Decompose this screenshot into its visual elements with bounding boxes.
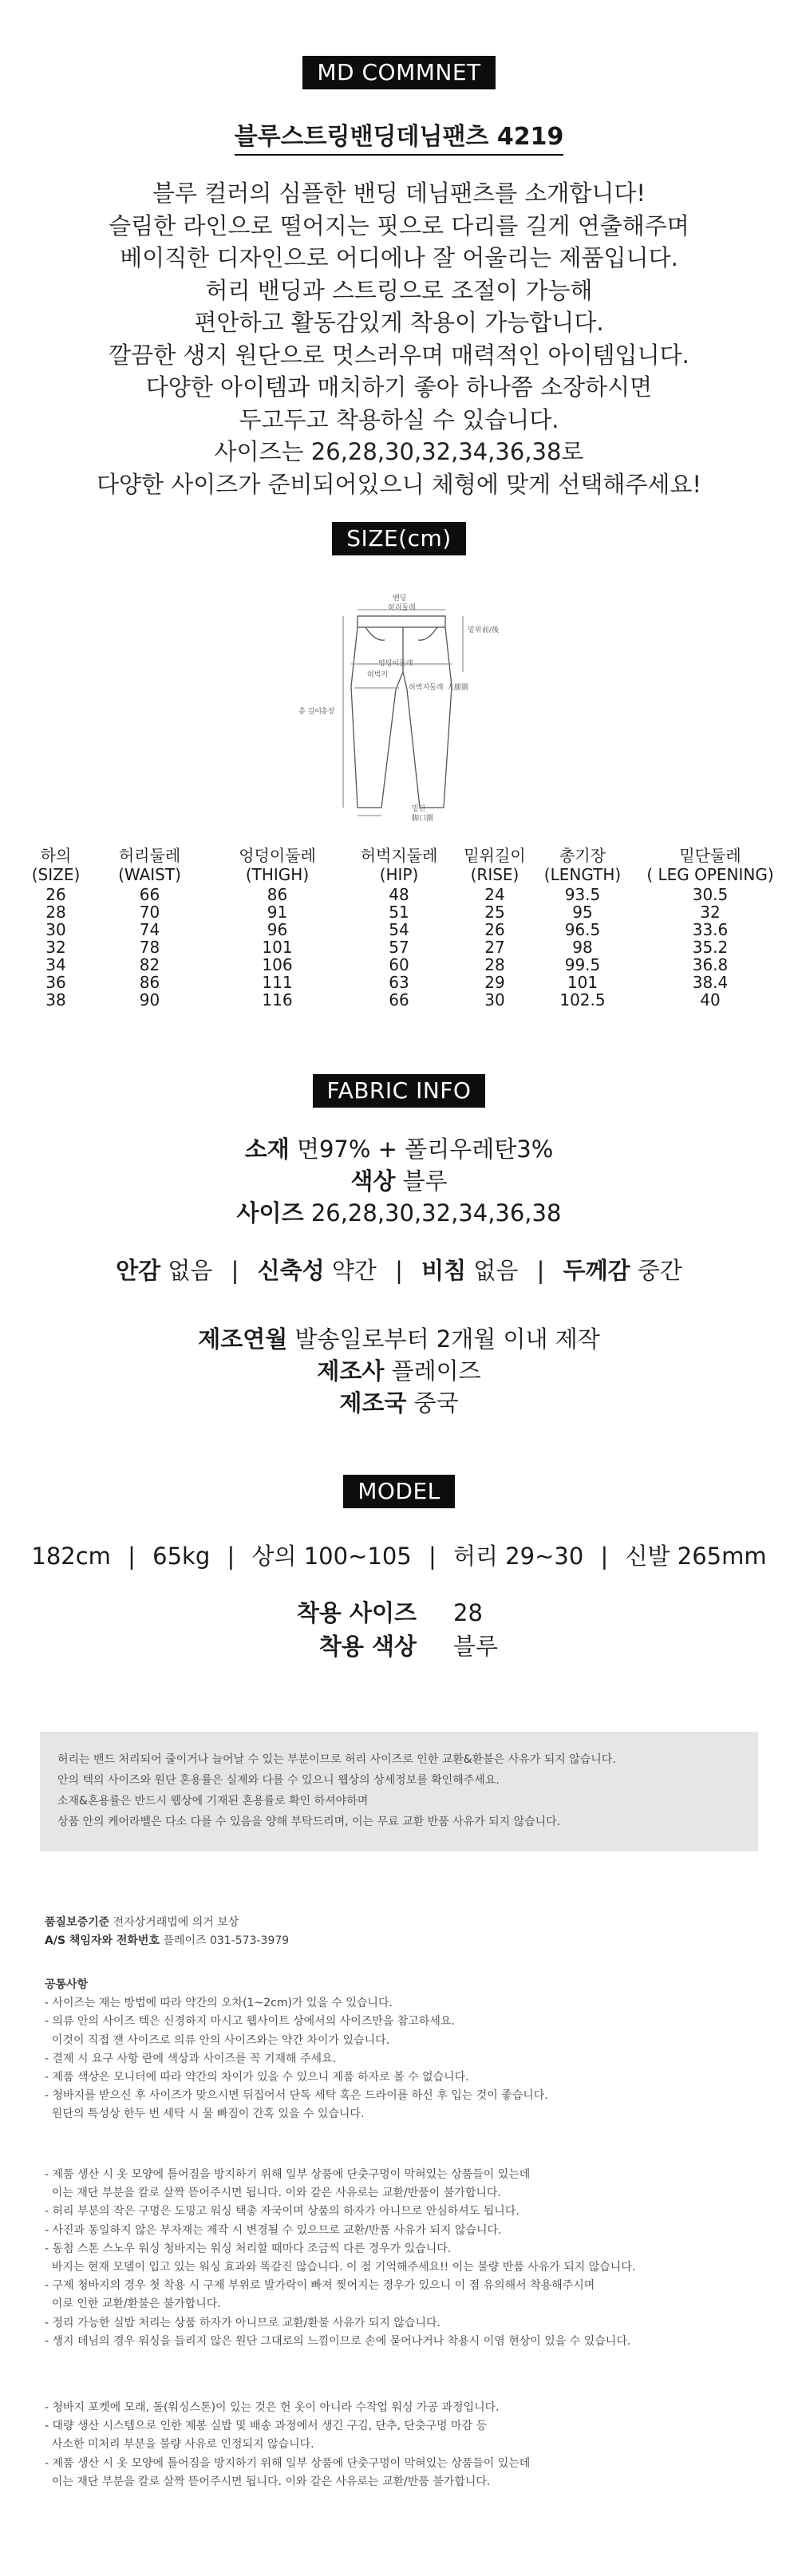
diagram-label-thigh: 허벅지 [367,671,389,679]
fit-size-value: 28 [453,1599,483,1626]
model-weight: 65kg [152,1543,211,1570]
size-cell: 36.8 [692,955,729,974]
as-line [45,1932,798,1950]
size-cell: 29 [484,973,505,992]
size-cell: 96 [267,920,288,939]
fabric-attributes [0,1254,798,1286]
size-header-cell [88,846,211,884]
size-row [0,974,798,991]
size-cell: 66 [139,885,160,904]
size-row [0,956,798,974]
size-header-cell [24,846,88,884]
common-note-line: - 청바지를 받으신 후 사이즈가 맞으시면 뒤집어서 단독 세탁 혹은 드라이를 하신 후 입는 것이 좋습니다. [45,2089,548,2103]
quality-value: 전자상거래법에 의거 보상 [113,1916,239,1929]
size-cell: 35.2 [692,938,729,957]
note-line: - 제품 생산 시 옷 모양에 틀어짐을 방지하기 위해 일부 상품에 단춧구멍이 막혀있는 상품들이 있는데 [45,2168,531,2181]
common-note-line: - 결제 시 요구 사항 란에 색상과 사이즈를 꼭 기재해 주세요. [45,2052,337,2065]
md-description-line: 베이직한 디자인으로 어디에나 잘 어울리는 제품입니다. [120,244,678,271]
size-cell: 28 [45,903,66,922]
notice-line: 소재&혼용률은 반드시 웹상에 기재된 혼용률로 확인 하셔야하며 [57,1795,369,1808]
size-cell: 24 [484,885,505,904]
sheer-value: 없음 [473,1257,519,1284]
notice-box [40,1732,758,1851]
common-notes [0,1976,798,2124]
diagram-label-rise2: 前/後 [482,626,500,634]
separator: | [395,1257,403,1284]
size-tag: SIZE(cm) [332,522,465,555]
note-line: 이로 인한 교환/환불은 불가합니다. [45,2297,221,2311]
size-header-text: 허리둘레 [118,846,181,865]
size-cell: 30.5 [692,885,729,904]
size-header-text: 총기장 [559,846,606,865]
separator: | [231,1257,239,1284]
sheer-key: 비침 [421,1257,467,1284]
md-description [0,177,798,500]
notice-line: 상품 안의 케어라벨은 다소 다를 수 있음을 양해 부탁드리며, 이는 무료 교환 반품 사유가 되지 않습니다. [57,1815,561,1828]
size-cell: 95 [572,903,593,922]
model-top: 상의 100~105 [251,1543,412,1570]
maker-value: 플레이즈 [391,1357,481,1385]
size-key: 사이즈 [236,1199,304,1227]
separator: | [536,1257,545,1284]
size-cell: 28 [484,955,505,974]
size-cell: 30 [484,990,505,1009]
mfg-date-key: 제조연월 [198,1326,288,1353]
thickness-key: 두께감 [563,1257,630,1284]
size-row [0,991,798,1009]
note-line: - 정리 가능한 실밥 처리는 상품 하자가 아니므로 교환/환불 사유가 되지 않습니다. [45,2316,440,2329]
size-table-header [0,846,798,886]
model-tag: MODEL [343,1475,455,1508]
note-line: 이는 재단 부분을 칼로 살짝 뜯어주시면 됩니다. 이와 같은 사유로는 교환/반품 불가합니다. [45,2475,491,2488]
note-line: - 제품 생산 시 옷 모양에 틀어짐을 방지하기 위해 일부 상품에 단춧구멍이 막혀있는 상품들이 있는데 [45,2456,531,2470]
size-header-text: (SIZE) [31,865,81,884]
size-cell: 102.5 [559,990,606,1009]
size-header-cell [535,846,630,884]
model-section [0,1475,798,1508]
notice-line: 허리는 밴드 처리되어 줄이거나 늘어날 수 있는 부분이므로 허리 사이즈로 인한 교환&환불은 사유가 되지 않습니다. [57,1753,616,1766]
size-cell: 106 [262,955,293,974]
size-cell: 40 [700,990,721,1009]
common-note-line: - 제품 색상은 모니터에 따라 약간의 차이가 있을 수 있으니 제품 하자로 볼 수 없습니다. [45,2071,469,2084]
md-description-line: 두고두고 착용하실 수 있습니다. [239,405,559,433]
size-cell: 30 [45,920,66,939]
size-cell: 38 [45,990,66,1009]
lining-key: 안감 [116,1257,161,1284]
size-cell: 98 [572,938,593,957]
country-line [0,1387,798,1419]
size-cell: 27 [484,938,505,957]
as-value: 플레이즈 031-573-3979 [163,1934,290,1948]
size-cell: 48 [389,885,409,904]
size-cell: 51 [389,903,409,922]
quality-key: 품질보증기준 [45,1916,110,1929]
common-list [45,1994,798,2124]
size-header-text: 엉덩이둘레 [239,846,316,865]
fabric-attributes-line [0,1254,798,1286]
md-description-line: 다양한 아이템과 매치하기 좋아 하나쯤 소장하시면 [145,373,653,401]
country-key: 제조국 [339,1389,407,1416]
size-cell: 111 [262,973,293,992]
size-cell: 25 [484,903,505,922]
size-cell: 60 [389,955,409,974]
size-cell: 86 [267,885,288,904]
legal-info [0,1914,798,1950]
size-value: 26,28,30,32,34,36,38 [310,1199,562,1227]
diagram-label-rise: 밑위 [468,626,482,634]
size-cell: 90 [139,990,160,1009]
note-line: - 대량 생산 시스템으로 인한 제봉 실밥 및 배송 과정에서 생긴 구김, 단추, 단춧구멍 마감 등 [45,2420,488,2433]
fit-size-key: 착용 사이즈 [296,1599,417,1626]
common-note-line: 이것이 직접 잰 사이즈로 의류 안의 사이즈와는 약간 차이가 있습니다. [45,2033,390,2047]
common-note-line: - 사이즈는 재는 방법에 따라 약간의 오차(1~2cm)가 있을 수 있습니다. [45,1997,393,2010]
mfg-date-line [0,1323,798,1355]
size-cell: 91 [267,903,288,922]
size-section [0,522,798,555]
note-line: - 구제 청바지의 경우 첫 착용 시 구제 부위로 발가락이 빠져 찢어지는 경우가 있으니 이 점 유의해서 착용해주시며 [45,2279,595,2293]
size-header-cell [455,846,535,884]
size-cell: 32 [45,938,66,957]
size-cell: 70 [139,903,160,922]
size-header-text: (RISE) [470,865,519,884]
material-key: 소재 [244,1136,290,1163]
note-line: 바지는 현재 모델이 입고 있는 워싱 효과와 똑같진 않습니다. 이 점 기억해주세요!! 이는 불량 반품 사유가 되지 않습니다. [45,2261,636,2274]
md-comment-section [0,56,798,89]
diagram-label-thigh2: 大腿圍 [447,684,469,692]
common-title: 공통사항 [45,1978,89,1991]
size-header-cell [343,846,455,884]
size-row [0,903,798,921]
model-shoes: 신발 265mm [625,1543,767,1570]
common-note-line: - 의류 안의 사이즈 텍은 신경하지 마시고 웹사이트 상에서의 사이즈만을 참고하세요. [45,2015,455,2029]
size-cell: 78 [139,938,160,957]
diagram-label-length2: 총장 [321,708,335,716]
diagram-label-hip-round: 엉덩이둘레 [378,660,413,668]
separator: | [428,1543,437,1570]
separator: | [128,1543,136,1570]
pants-diagram-icon [0,592,798,832]
size-cell: 34 [45,955,66,974]
size-header-text: 밑위길이 [464,846,526,865]
size-cell: 101 [567,973,598,992]
md-title-wrap [0,117,798,156]
diagram-label-length: 총 길이 [298,708,322,716]
diagram-label-waist: 허리둘레 [388,604,416,612]
note-line: - 동첨 스톤 스노우 워싱 청바지는 워싱 처리할 때마다 조금씩 다른 경우가 있습니다. [45,2242,452,2255]
color-value: 블루 [402,1167,448,1195]
fabric-color-line [0,1165,798,1197]
fit-color-value: 블루 [453,1633,499,1660]
notes-group-2 [0,2166,798,2351]
model-waist: 허리 29~30 [452,1543,584,1570]
size-header-cell [211,846,343,884]
notes-group-3 [0,2399,798,2491]
md-description-line: 편안하고 활동감있게 착용이 가능합니다. [194,309,604,336]
note-line: - 청바지 포켓에 모래, 돌(워싱스톤)이 있는 것은 헌 옷이 아니라 수작업 워싱 가공 과정입니다. [45,2401,500,2414]
size-cell: 63 [389,973,409,992]
md-description-line: 슬림한 라인으로 떨어지는 핏으로 다리를 길게 연출해주며 [109,211,689,239]
fit-color-key: 착용 색상 [318,1633,417,1660]
size-row [0,921,798,938]
size-cell: 57 [389,938,409,957]
size-header-text: 하의 [40,846,72,865]
size-cell: 82 [139,955,160,974]
size-diagram [0,592,798,832]
size-header-text: 밑단둘레 [679,846,741,865]
note-line: 사소한 미처리 부분을 불량 사유로 인정되지 않습니다. [45,2438,314,2452]
size-cell: 99.5 [564,955,601,974]
fabric-size-line [0,1197,798,1229]
maker-line [0,1355,798,1387]
diagram-label-hip: 허벅지둘레 [409,684,444,692]
diagram-label-hem-text: 밑단 [412,805,426,813]
size-row [0,886,798,903]
size-cell: 38.4 [692,973,729,992]
size-header-text: ( LEG OPENING) [646,865,774,884]
size-cell: 74 [139,920,160,939]
notice-line: 안의 텍의 사이즈와 원단 혼용률은 실제와 다를 수 있으니 웹상의 상세정보를 확인해주세요. [57,1774,500,1787]
fit-size-row [231,1596,567,1630]
size-cell: 36 [45,973,66,992]
size-cell: 116 [262,990,293,1009]
lining-value: 없음 [168,1257,213,1284]
fabric-basic [0,1133,798,1229]
separator: | [600,1543,609,1570]
product-title: 블루스트링밴딩데님팬츠 4219 [235,117,564,156]
size-header-text: 허벅지둘레 [360,846,438,865]
size-cell: 66 [389,990,409,1009]
fabric-tag: FABRIC INFO [313,1074,486,1108]
common-note-line: 원단의 특성상 한두 번 세탁 시 물 빠짐이 간혹 있을 수 있습니다. [45,2108,365,2121]
model-fit [231,1596,567,1663]
model-height: 182cm [31,1543,111,1570]
color-key: 색상 [350,1167,396,1195]
note-line: - 허리 부분의 작은 구멍은 도밍고 워싱 택총 자국이며 상품의 하자가 아니므로 안심하셔도 됩니다. [45,2205,519,2218]
size-cell: 33.6 [692,920,729,939]
size-header-text: (LENGTH) [543,865,622,884]
maker-key: 제조사 [317,1357,385,1385]
size-cell: 96.5 [564,920,601,939]
size-cell: 93.5 [564,885,601,904]
size-header-text: (HIP) [379,865,419,884]
md-description-line: 허리 밴딩과 스트링으로 조절이 가능해 [205,276,593,304]
material-value: 면97% + 폴리우레탄3% [296,1136,554,1163]
size-cell: 86 [139,973,160,992]
note-line: - 사진과 동일하지 않은 부자재는 제작 시 변경될 수 있으므로 교환/반품 사유가 되지 않습니다. [45,2223,502,2237]
note-line: - 생지 데님의 경우 워싱을 들리지 않은 원단 그대로의 느낌이므로 손에 묻어나거나 착용시 이염 현상이 있을 수 있습니다. [45,2334,631,2348]
size-cell: 101 [262,938,293,957]
thickness-value: 중간 [637,1257,682,1284]
md-description-line: 사이즈는 26,28,30,32,34,36,38로 [214,438,584,465]
stretch-key: 신축성 [257,1257,325,1284]
country-value: 중국 [413,1389,459,1416]
size-cell: 32 [700,903,721,922]
size-cell: 26 [45,885,66,904]
stretch-value: 약간 [331,1257,377,1284]
note-line: 이는 재단 부분을 칼로 살짝 뜯어주시면 됩니다. 이와 같은 사유로는 교환/반품이 불가합니다. [45,2187,501,2200]
fabric-manufacturing [0,1323,798,1419]
md-comment-tag: MD COMMNET [302,56,495,89]
size-cell: 26 [484,920,505,939]
separator: | [227,1543,235,1570]
size-table [0,846,798,1009]
size-header-text: (WAIST) [118,865,181,884]
md-description-line: 다양한 사이즈가 준비되어있으니 체형에 맞게 선택해주세요! [96,470,702,498]
size-header-cell [630,846,790,884]
size-cell: 54 [389,920,409,939]
size-row [0,938,798,956]
as-key: A/S 책임자와 전화번호 [45,1934,160,1948]
md-description-line: 블루 컬러의 심플한 밴딩 데님팬츠를 소개합니다! [152,180,646,207]
fit-color-row [231,1630,567,1663]
model-specs [0,1539,798,1571]
diagram-label-band: 밴딩 [393,595,407,603]
size-header-text: (THIGH) [245,865,310,884]
mfg-date-value: 발송일로부터 2개월 이내 제작 [294,1326,600,1353]
diagram-label-hem: 脚口圍 [412,815,434,823]
fabric-section [0,1074,798,1108]
quality-line [45,1914,798,1932]
md-description-line: 깔끔한 생지 원단으로 멋스러우며 매력적인 아이템입니다. [109,341,689,369]
fabric-material-line [0,1133,798,1165]
